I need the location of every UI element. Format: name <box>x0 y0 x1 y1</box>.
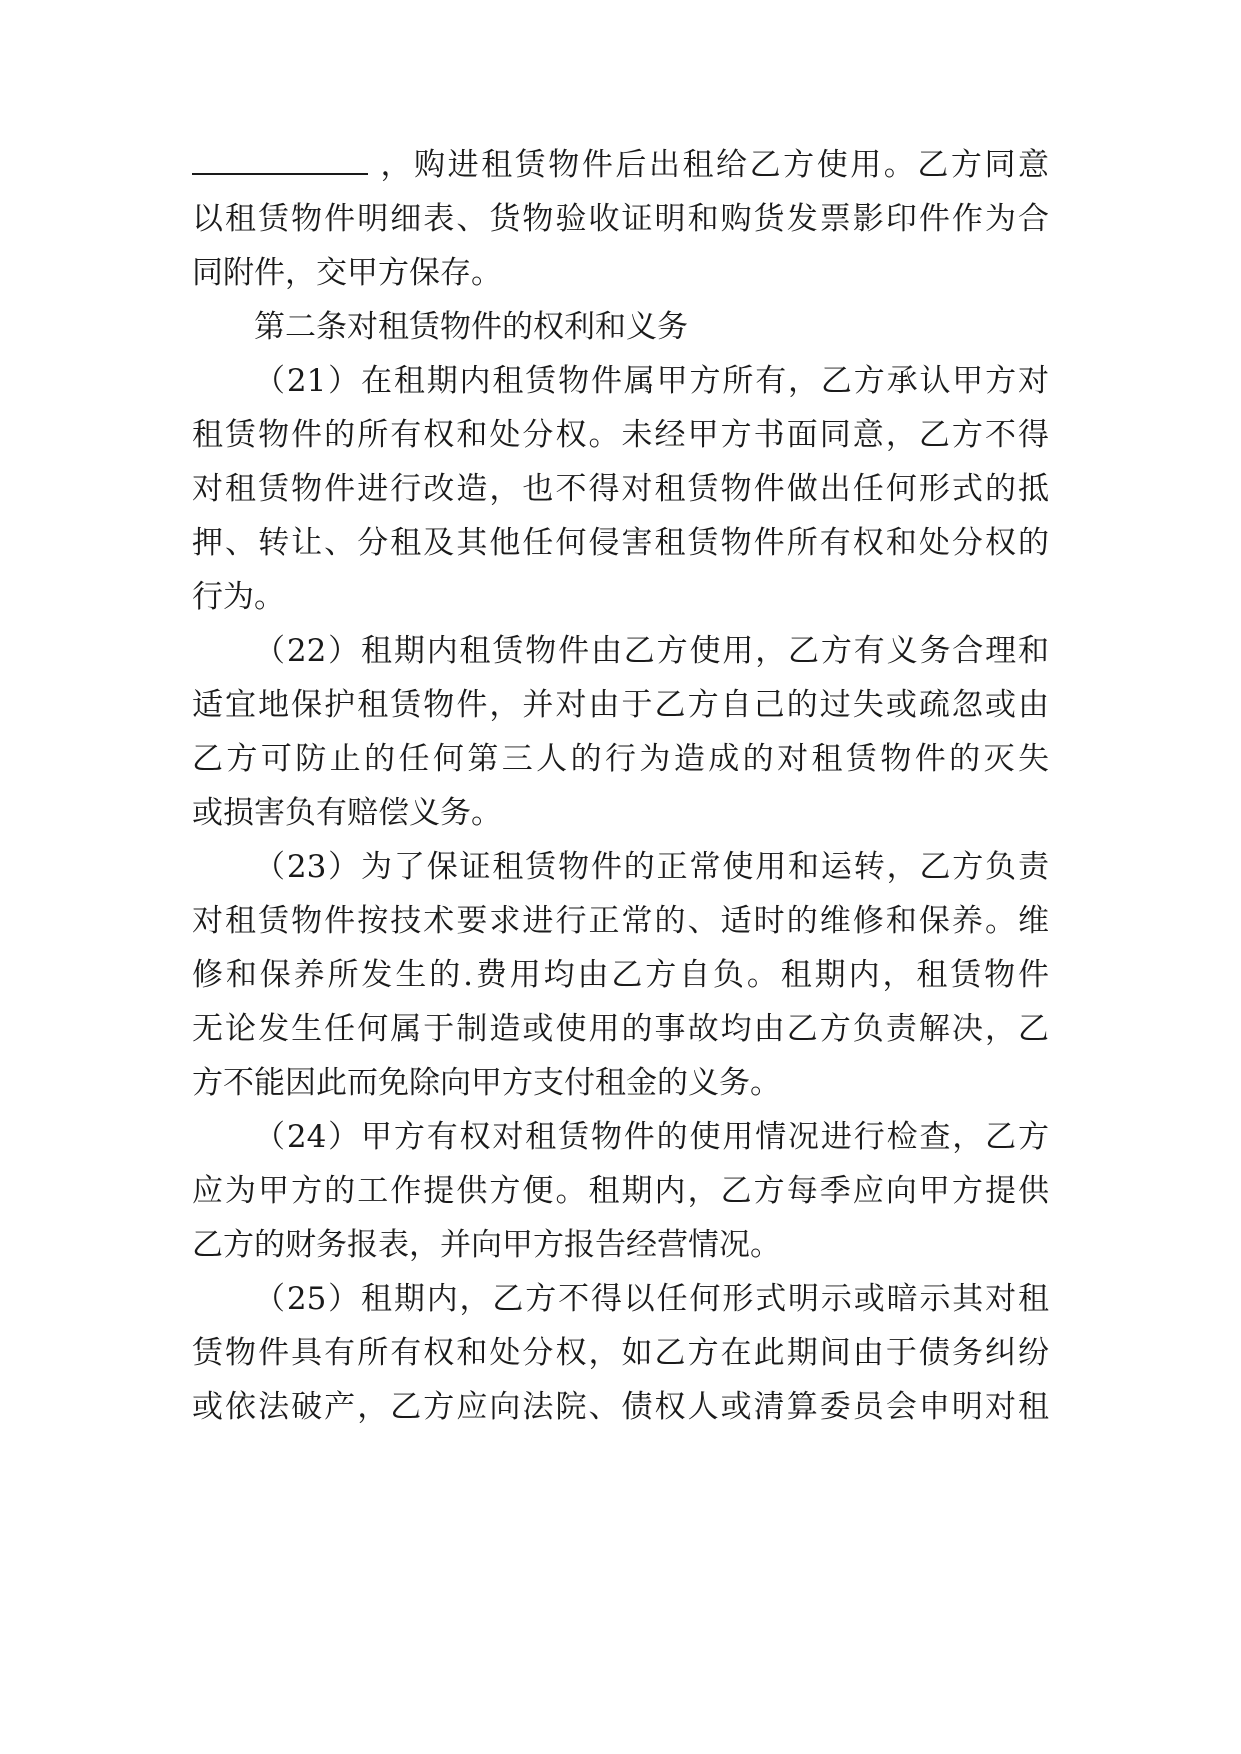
text-line: 无论发生任何属于制造或使用的事故均由乙方负责解决，乙 <box>192 1011 1049 1047</box>
text-line: （23）为了保证租赁物件的正常使用和运转，乙方负责 <box>254 849 1049 885</box>
text-line <box>192 145 1049 185</box>
text-line: （24）甲方有权对租赁物件的使用情况进行检查，乙方 <box>254 1119 1049 1155</box>
text-line: 乙方的财务报表，并向甲方报告经营情况。 <box>192 1227 781 1263</box>
text-line: 行为。 <box>192 579 285 615</box>
text-line: 应为甲方的工作提供方便。租期内，乙方每季应向甲方提供 <box>192 1173 1049 1209</box>
text-line: 对租赁物件进行改造，也不得对租赁物件做出任何形式的抵 <box>192 471 1049 507</box>
text-line: 同附件，交甲方保存。 <box>192 255 502 291</box>
text-line: 押、转让、分租及其他任何侵害租赁物件所有权和处分权的 <box>192 525 1049 561</box>
text-line: 租赁物件的所有权和处分权。未经甲方书面同意，乙方不得 <box>192 417 1049 453</box>
text-line: 方不能因此而免除向甲方支付租金的义务。 <box>192 1065 781 1101</box>
text-line: 赁物件具有所有权和处分权，如乙方在此期间由于债务纠纷 <box>192 1335 1049 1371</box>
text-line: 修和保养所发生的.费用均由乙方自负。租期内，租赁物件 <box>192 957 1049 993</box>
text-line-content: ，购进租赁物件后出租给乙方使用。乙方同意 <box>378 147 1049 183</box>
text-line: 适宜地保护租赁物件，并对由于乙方自己的过失或疏忽或由 <box>192 687 1049 723</box>
text-line: （21）在租期内租赁物件属甲方所有，乙方承认甲方对 <box>254 363 1049 399</box>
text-line: （25）租期内，乙方不得以任何形式明示或暗示其对租 <box>254 1281 1049 1317</box>
text-line: 或依法破产，乙方应向法院、债权人或清算委员会申明对租 <box>192 1389 1049 1425</box>
fill-in-blank <box>192 145 368 175</box>
text-line: 或损害负有赔偿义务。 <box>192 795 502 831</box>
text-line: 以租赁物件明细表、货物验收证明和购货发票影印件作为合 <box>192 201 1049 237</box>
section-heading: 第二条对租赁物件的权利和义务 <box>254 309 688 345</box>
text-line: 乙方可防止的任何第三人的行为造成的对租赁物件的灭失 <box>192 741 1049 777</box>
text-line: 对租赁物件按技术要求进行正常的、适时的维修和保养。维 <box>192 903 1049 939</box>
text-line: （22）租期内租赁物件由乙方使用，乙方有义务合理和 <box>254 633 1049 669</box>
